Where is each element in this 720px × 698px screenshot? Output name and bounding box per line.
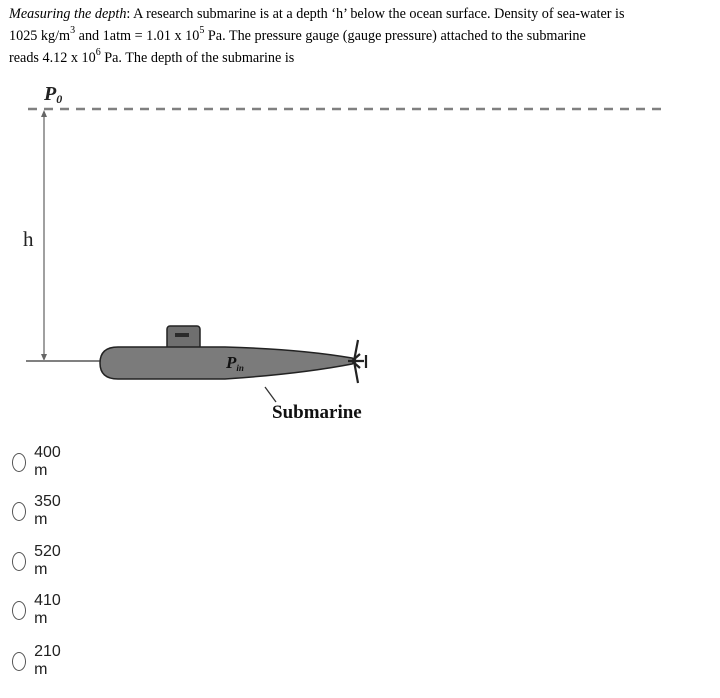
- surface-pressure-label: [43, 83, 62, 106]
- submarine-propeller: [348, 340, 366, 383]
- submarine-hatch: [175, 333, 189, 337]
- p0-sub: 0: [56, 92, 63, 106]
- submarine-diagram: [0, 72, 720, 432]
- depth-label: h: [23, 227, 34, 251]
- option-label: 400 m: [34, 444, 61, 479]
- option-label: 520 m: [34, 543, 61, 578]
- question-part-1: A research submarine is at a depth ‘h’ below the ocean surface. Density of sea-water is: [130, 6, 625, 22]
- question-part-6: Pa. The depth of the submarine is: [100, 50, 295, 66]
- option-210m[interactable]: [12, 643, 66, 678]
- option-label: 210 m: [34, 643, 61, 678]
- radio-button[interactable]: [12, 453, 26, 472]
- question-text: [9, 3, 709, 69]
- question-sup-1: 3: [70, 25, 76, 37]
- option-label: 410 m: [34, 592, 61, 627]
- question-sup-2: 5: [199, 25, 205, 37]
- question-part-3: and 1atm = 1.01 x 10: [75, 28, 200, 44]
- option-520m[interactable]: [12, 543, 66, 578]
- question-sup-3: 6: [95, 47, 101, 59]
- radio-button[interactable]: [12, 502, 26, 521]
- p0-main: P: [44, 83, 57, 105]
- question-part-5: reads 4.12 x 10: [9, 50, 96, 66]
- option-350m[interactable]: [12, 493, 66, 528]
- radio-button[interactable]: [12, 652, 26, 671]
- submarine-label: Submarine: [272, 402, 362, 423]
- question-title: Measuring the depth: [9, 6, 127, 22]
- question-colon: :: [126, 6, 131, 22]
- pin-main: P: [226, 353, 237, 372]
- depth-arrow-top: [41, 110, 47, 117]
- radio-button[interactable]: [12, 552, 26, 571]
- submarine-leader-line: [265, 387, 276, 402]
- question-part-2: 1025 kg/m: [9, 28, 71, 44]
- radio-button[interactable]: [12, 601, 26, 620]
- pin-sub: in: [236, 363, 244, 373]
- option-label: 350 m: [34, 493, 61, 528]
- option-410m[interactable]: [12, 592, 66, 627]
- depth-arrow-bottom: [41, 354, 47, 361]
- option-400m[interactable]: [12, 444, 66, 479]
- question-part-4: Pa. The pressure gauge (gauge pressure) attached to the submarine: [204, 28, 586, 44]
